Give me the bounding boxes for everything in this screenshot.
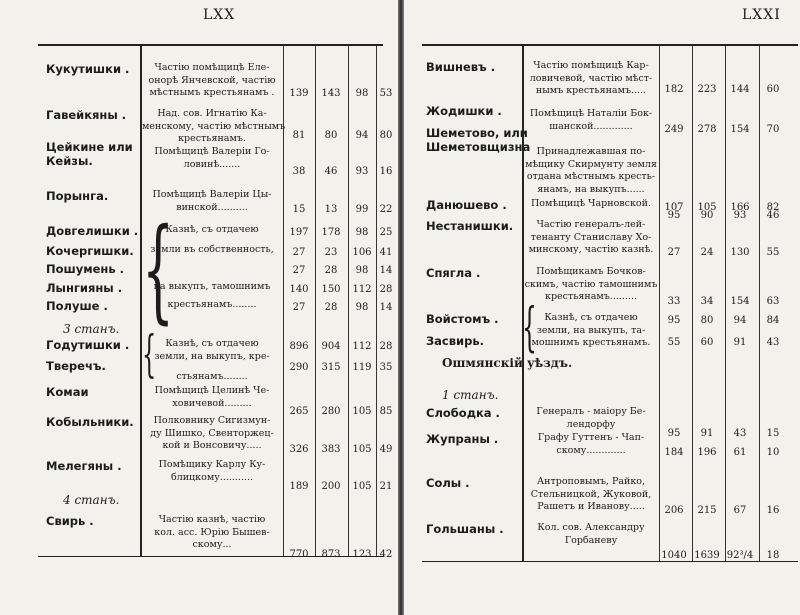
count-cell-4: 55 (766, 247, 780, 258)
count-cell-4: 49 (379, 444, 393, 455)
count-cell-4: 80 (379, 130, 393, 141)
count-cell-2: 91 (700, 428, 714, 439)
owner-description: Графу Гуттенъ - Чап- скому............. (537, 432, 645, 456)
village-name: Гольшаны . (426, 522, 504, 536)
count-cell-1: 27 (292, 265, 306, 276)
count-cell-1: 107 (664, 202, 684, 213)
count-cell-3: 98 (355, 227, 369, 238)
district-subheading: 4 станъ. (63, 493, 120, 507)
count-cell-1: 184 (664, 447, 684, 458)
count-cell-1: 896 (289, 341, 309, 352)
count-cell-1: 27 (667, 247, 681, 258)
count-cell-4: 25 (379, 227, 393, 238)
count-cell-3: 94 (355, 130, 369, 141)
count-cell-2: 143 (321, 88, 341, 99)
count-cell-3: 43 (733, 428, 747, 439)
count-cell-1: 139 (289, 88, 309, 99)
village-name: Довгелишки . (46, 224, 139, 238)
district-subheading: 3 станъ. (63, 322, 120, 336)
count-cell-1: 27 (292, 247, 306, 258)
count-cell-3: 154 (730, 296, 750, 307)
village-name: Войстомъ . (426, 312, 499, 326)
count-cell-3: 105 (352, 481, 372, 492)
count-cell-4: 28 (379, 284, 393, 295)
count-cell-2: 24 (700, 247, 714, 258)
owner-description: Полковнику Сигизмун- ду Шишко, Свенторжец- кой и Вонсовичу..... (150, 415, 274, 451)
count-cell-1: 140 (289, 284, 309, 295)
count-cell-1: 55 (667, 337, 681, 348)
village-name: Годутишки . (46, 338, 130, 352)
village-name: Слободка . (426, 406, 500, 420)
village-name: Полуше . (46, 299, 108, 313)
count-cell-1: 189 (289, 481, 309, 492)
count-cell-2: 873 (321, 549, 341, 560)
count-cell-2: 28 (324, 302, 338, 313)
village-name: Спягла . (426, 266, 481, 280)
count-cell-3: 112 (352, 284, 372, 295)
count-cell-2: 196 (697, 447, 717, 458)
count-cell-2: 28 (324, 265, 338, 276)
count-cell-3: 67 (733, 505, 747, 516)
village-name: Гавейкяны . (46, 108, 127, 122)
count-cell-1: 95 (667, 210, 681, 221)
village-name: Кобыльники. (46, 415, 134, 429)
owner-description: Помѣщику Карлу Ку- блицкому........... (158, 459, 266, 483)
owner-description: Казнѣ, съ отдачею земли, на выкупъ, кре- (154, 338, 270, 362)
count-cell-2: 383 (321, 444, 341, 455)
count-cell-1: 1040 (661, 550, 687, 561)
count-cell-1: 33 (667, 296, 681, 307)
count-cell-4: 42 (379, 549, 393, 560)
count-cell-1: 95 (667, 315, 681, 326)
left-page (0, 0, 398, 615)
village-name: Нестанишки. (426, 219, 514, 233)
count-cell-4: 53 (379, 88, 393, 99)
count-cell-2: 315 (321, 362, 341, 373)
owner-description: Генералъ - маіору Бе- лендорфу (536, 406, 646, 430)
count-cell-2: 34 (700, 296, 714, 307)
count-cell-4: 14 (379, 302, 393, 313)
count-cell-2: 178 (321, 227, 341, 238)
district-subheading: 1 станъ. (442, 388, 499, 402)
owner-description: крестьянамъ........ (167, 299, 257, 310)
count-cell-4: 60 (766, 84, 780, 95)
owner-description: Частію помѣщицѣ Кар- ловичевой, частію мѣст- нымъ крестьянамъ..... (529, 60, 653, 96)
count-cell-1: 27 (292, 302, 306, 313)
village-name: Солы . (426, 476, 470, 490)
owner-description: земли въ собственность, (150, 244, 274, 255)
count-cell-4: 35 (379, 362, 393, 373)
count-cell-3: 91 (733, 337, 747, 348)
count-cell-4: 16 (766, 505, 780, 516)
owner-description: мошнимъ крестьянамъ. (531, 337, 651, 348)
count-cell-4: 70 (766, 124, 780, 135)
count-cell-3: 144 (730, 84, 750, 95)
count-cell-4: 22 (379, 204, 393, 215)
estate-table (38, 44, 393, 560)
owner-description: Частію казнѣ, частію кол. асс. Юрію Бышев- скому... (154, 514, 270, 550)
count-cell-2: 80 (324, 130, 338, 141)
owner-description: Помѣщицѣ Валеріи Го- ловинѣ....... (154, 146, 270, 170)
owner-description: Помѣщицѣ Валеріи Цы- винской.......... (152, 189, 272, 213)
village-name: Лынгияны . (46, 281, 123, 295)
count-cell-4: 46 (766, 210, 780, 221)
count-cell-1: 770 (289, 549, 309, 560)
count-cell-2: 223 (697, 84, 717, 95)
village-name: Жодишки . (426, 104, 502, 118)
owner-description: Помѣщицѣ Целинѣ Че- ховичевой......... (154, 385, 270, 409)
owner-description: Антроповымъ, Райко, Стельницкой, Жуковой, Рашетъ и Иванову..... (530, 476, 652, 512)
village-name: Кочергишки. (46, 244, 134, 258)
count-cell-4: 15 (766, 428, 780, 439)
count-cell-3: 99 (355, 204, 369, 215)
count-cell-4: 63 (766, 296, 780, 307)
county-heading: Ошмянскій уѣздъ. (442, 356, 573, 370)
page-header: LXXI (742, 7, 781, 23)
count-cell-3: 93 (733, 210, 747, 221)
village-name: Свирь . (46, 514, 94, 528)
owner-description: стьянамъ........ (176, 371, 248, 382)
count-cell-3: 119 (352, 362, 372, 373)
count-cell-3: 93 (355, 166, 369, 177)
count-cell-2: 904 (321, 341, 341, 352)
village-name: Кукутишки . (46, 62, 130, 76)
village-name: Пошумень . (46, 262, 125, 276)
village-name: Цейкине или Кейзы. (46, 140, 133, 168)
village-name: Тверечъ. (46, 359, 106, 373)
count-cell-2: 200 (321, 481, 341, 492)
count-cell-4: 43 (766, 337, 780, 348)
village-name: Мелегяны . (46, 459, 122, 473)
count-cell-4: 16 (379, 166, 393, 177)
count-cell-4: 28 (379, 341, 393, 352)
village-name: Комаи (46, 385, 89, 399)
count-cell-3: 98 (355, 302, 369, 313)
owner-description: Казнѣ, съ отдачею земли, на выкупъ, та- (536, 312, 646, 336)
village-name: Порынга. (46, 189, 109, 203)
count-cell-2: 13 (324, 204, 338, 215)
grouping-brace: { (142, 325, 157, 383)
count-cell-3: 166 (730, 202, 750, 213)
owner-description: Помѣщицѣ Чарновской. (531, 198, 651, 209)
count-cell-4: 14 (379, 265, 393, 276)
count-cell-3: 112 (352, 341, 372, 352)
count-cell-1: 81 (292, 130, 306, 141)
count-cell-2: 150 (321, 284, 341, 295)
count-cell-1: 182 (664, 84, 684, 95)
grouping-brace: { (142, 205, 175, 335)
count-cell-4: 82 (766, 202, 780, 213)
count-cell-1: 15 (292, 204, 306, 215)
owner-description: Частію помѣщицѣ Еле- онорѣ Янчевской, частію мѣстнымъ крестьянамъ . (148, 62, 276, 98)
count-cell-2: 105 (697, 202, 717, 213)
count-cell-3: 61 (733, 447, 747, 458)
estate-table (422, 44, 798, 562)
owner-description: Принадлежавшая по- мѣщику Скирмунту земля отдана мѣстнымъ кресть- янамъ, на выкупъ...... (525, 146, 657, 195)
count-cell-4: 85 (379, 406, 393, 417)
count-cell-2: 90 (700, 210, 714, 221)
owner-description: Кол. сов. Александру Горбаневу (537, 522, 645, 546)
count-cell-4: 84 (766, 315, 780, 326)
count-cell-2: 80 (700, 315, 714, 326)
count-cell-1: 265 (289, 406, 309, 417)
count-cell-3: 123 (352, 549, 372, 560)
count-cell-1: 206 (664, 505, 684, 516)
owner-description: на выкупъ, тамошнимъ (153, 281, 271, 292)
owner-description: Казнѣ, съ отдачею (165, 224, 259, 235)
count-cell-1: 38 (292, 166, 306, 177)
count-cell-3: 105 (352, 406, 372, 417)
count-cell-2: 60 (700, 337, 714, 348)
count-cell-3: 106 (352, 247, 372, 258)
count-cell-1: 197 (289, 227, 309, 238)
count-cell-4: 41 (379, 247, 393, 258)
count-cell-1: 290 (289, 362, 309, 373)
village-name: Засвирь. (426, 334, 484, 348)
count-cell-2: 1639 (694, 550, 720, 561)
right-page (404, 0, 800, 615)
count-cell-2: 280 (321, 406, 341, 417)
count-cell-2: 46 (324, 166, 338, 177)
count-cell-3: 105 (352, 444, 372, 455)
count-cell-3: 98 (355, 265, 369, 276)
count-cell-3: 130 (730, 247, 750, 258)
owner-description: Помѣщикамъ Бочков- скимъ, частію тамошнимъ крестьянамъ......... (524, 266, 658, 302)
village-name: Данюшево . (426, 198, 507, 212)
count-cell-3: 92³/4 (726, 550, 754, 561)
count-cell-4: 21 (379, 481, 393, 492)
count-cell-2: 278 (697, 124, 717, 135)
village-name: Шеметово, или Шеметовщизна (426, 126, 531, 154)
count-cell-3: 154 (730, 124, 750, 135)
count-cell-2: 23 (324, 247, 338, 258)
count-cell-1: 326 (289, 444, 309, 455)
count-cell-3: 98 (355, 88, 369, 99)
count-cell-4: 10 (766, 447, 780, 458)
count-cell-1: 95 (667, 428, 681, 439)
count-cell-2: 215 (697, 505, 717, 516)
owner-description: Помѣщицѣ Наталіи Бок- шанской............. (529, 108, 653, 132)
count-cell-1: 249 (664, 124, 684, 135)
owner-description: Частію генералъ-лей- тенанту Станиславу Хо- минскому, частію казнѣ. (528, 219, 654, 255)
page-header: LXX (203, 7, 236, 23)
count-cell-3: 94 (733, 315, 747, 326)
village-name: Вишневъ . (426, 60, 496, 74)
village-name: Жупраны . (426, 432, 499, 446)
count-cell-4: 18 (766, 550, 780, 561)
grouping-brace: { (522, 298, 537, 358)
owner-description: Над. сов. Игнатію Ка- менскому, частію мѣстнымъ крестьянамъ. (142, 108, 286, 144)
